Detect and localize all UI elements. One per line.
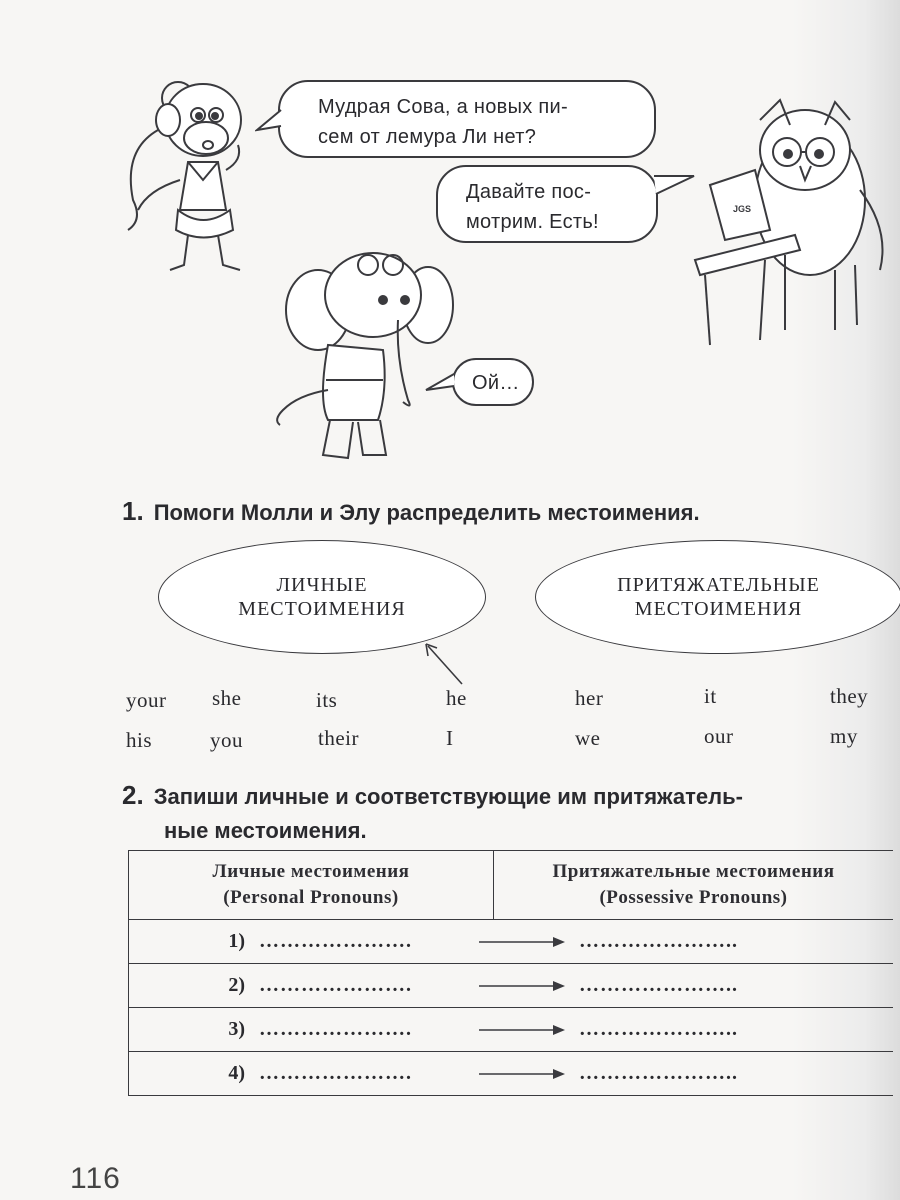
task1-text: Помоги Молли и Элу распределить местоимения. bbox=[153, 500, 700, 525]
answer-field-possessive[interactable]: ………………….. bbox=[579, 930, 738, 952]
ellipse-possessive-pronouns[interactable] bbox=[535, 540, 900, 654]
bubble-owl-line2: мотрим. Есть! bbox=[466, 211, 599, 233]
bubble-owl-line1: Давайте пос- bbox=[466, 181, 592, 203]
ellipse-personal-line1: ЛИЧНЫЕ bbox=[276, 574, 368, 596]
word-item[interactable]: her bbox=[575, 686, 604, 710]
arrow-right-icon bbox=[469, 980, 579, 992]
bubble-tail bbox=[255, 108, 283, 134]
col-personal-title: Личные местоимения bbox=[212, 861, 410, 882]
col-personal-subtitle: (Personal Pronouns) bbox=[223, 887, 399, 908]
speech-bubble-elephant bbox=[452, 358, 534, 406]
word-item[interactable]: I bbox=[446, 726, 454, 750]
ellipse-possessive-line2: МЕСТОИМЕНИЯ bbox=[634, 598, 803, 620]
table-row bbox=[129, 1008, 894, 1052]
task2-text-line2: ные местоимения. bbox=[164, 818, 367, 843]
word-item[interactable]: they bbox=[830, 684, 869, 708]
table-row bbox=[129, 964, 894, 1008]
col-possessive-header bbox=[494, 851, 894, 920]
word-item[interactable]: we bbox=[575, 726, 601, 750]
task2-number: 2. bbox=[122, 780, 144, 810]
answer-field-possessive[interactable]: ………………….. bbox=[579, 1062, 738, 1084]
arrow-right-icon bbox=[469, 1068, 579, 1080]
elephant-illustration bbox=[268, 240, 458, 465]
ellipse-personal-line2: МЕСТОИМЕНИЯ bbox=[238, 598, 406, 620]
word-item[interactable]: she bbox=[212, 686, 242, 710]
word-item[interactable]: my bbox=[830, 724, 858, 748]
col-possessive-title: Притяжательные местоимения bbox=[552, 861, 835, 882]
answer-field-personal[interactable]: …………………. bbox=[259, 1018, 412, 1040]
bubble-monkey-line1: Мудрая Сова, а новых пи- bbox=[318, 96, 568, 118]
col-possessive-subtitle: (Possessive Pronouns) bbox=[599, 887, 788, 908]
word-item[interactable]: you bbox=[210, 728, 243, 752]
word-item[interactable]: your bbox=[126, 688, 167, 712]
owl-illustration bbox=[685, 90, 890, 350]
task1-number: 1. bbox=[122, 496, 144, 526]
answer-field-possessive[interactable]: ………………….. bbox=[579, 974, 738, 996]
speech-bubble-monkey bbox=[278, 80, 656, 158]
example-arrow bbox=[418, 640, 468, 686]
bubble-tail bbox=[424, 372, 456, 394]
speech-bubble-owl bbox=[436, 165, 658, 243]
pronouns-table bbox=[128, 850, 893, 1096]
word-item[interactable]: his bbox=[126, 728, 153, 752]
row-number: 2) bbox=[228, 974, 245, 996]
arrow-right-icon bbox=[469, 1024, 579, 1036]
word-item[interactable]: its bbox=[316, 688, 338, 712]
bubble-elephant-text: Ой… bbox=[472, 372, 520, 394]
answer-field-personal[interactable]: …………………. bbox=[259, 1062, 412, 1084]
word-item[interactable]: their bbox=[318, 726, 359, 750]
col-personal-header bbox=[129, 851, 494, 920]
answer-field-personal[interactable]: …………………. bbox=[259, 974, 412, 996]
monkey-illustration bbox=[118, 70, 268, 280]
bubble-monkey-line2: сем от лемура Ли нет? bbox=[318, 126, 537, 148]
answer-field-possessive[interactable]: ………………….. bbox=[579, 1018, 738, 1040]
task2-text-line1: Запиши личные и соответствующие им притяжатель- bbox=[153, 784, 743, 809]
arrow-right-icon bbox=[469, 936, 579, 948]
table-row bbox=[129, 1052, 894, 1096]
word-item[interactable]: it bbox=[704, 684, 717, 708]
word-item[interactable]: he bbox=[446, 686, 467, 710]
table-row bbox=[129, 920, 894, 964]
ellipse-possessive-line1: ПРИТЯЖАТЕЛЬНЫЕ bbox=[617, 574, 820, 596]
row-number: 3) bbox=[228, 1018, 245, 1040]
word-item[interactable]: our bbox=[704, 724, 734, 748]
answer-field-personal[interactable]: …………………. bbox=[259, 930, 412, 952]
task1-heading bbox=[122, 496, 700, 527]
laptop-label: JGS bbox=[733, 204, 752, 214]
row-number: 4) bbox=[228, 1062, 245, 1084]
row-number: 1) bbox=[228, 930, 245, 952]
page-number: 116 bbox=[70, 1162, 121, 1195]
ellipse-personal-pronouns[interactable] bbox=[158, 540, 486, 654]
task2-heading bbox=[122, 778, 743, 848]
